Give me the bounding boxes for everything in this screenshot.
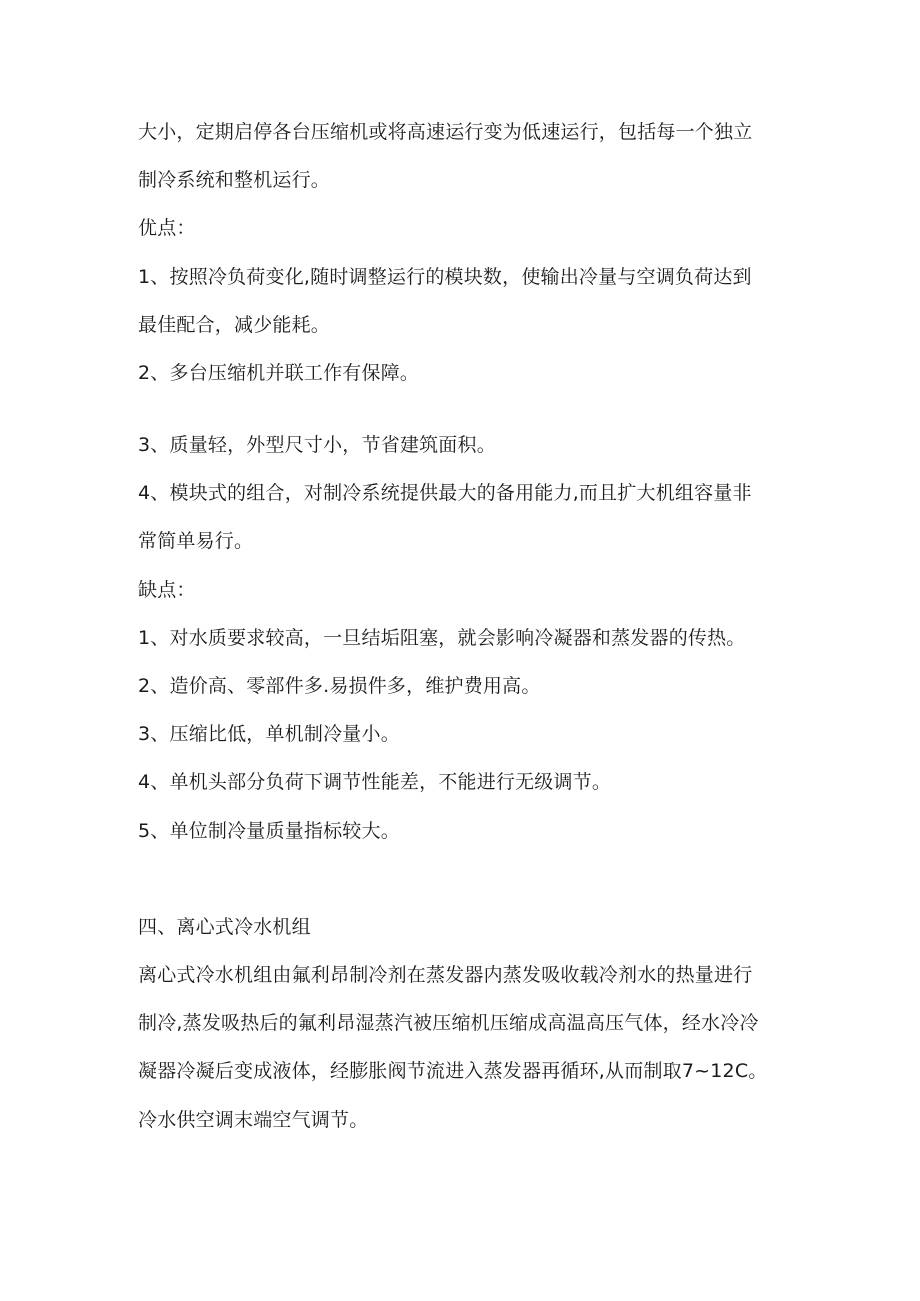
list-item: 3、压缩比低，单机制冷量小。 xyxy=(138,723,400,745)
text-line: 冷水供空调末端空气调节。 xyxy=(138,1109,369,1131)
text-line: 离心式冷水机组由氟利昂制冷剂在蒸发器内蒸发吸收载冷剂水的热量进行 xyxy=(138,964,753,986)
list-item: 1、对水质要求较高，一旦结垢阻塞，就会影响冷凝器和蒸发器的传热。 xyxy=(138,627,746,649)
list-item: 4、单机头部分负荷下调节性能差，不能进行无级调节。 xyxy=(138,771,612,793)
list-item: 3、质量轻，外型尺寸小，节省建筑面积。 xyxy=(138,434,496,456)
section-heading: 四、离心式冷水机组 xyxy=(138,916,311,938)
text-line: 凝器冷凝后变成液体，经膨胀阀节流进入蒸发器再循环,从而制取7~12C。 xyxy=(138,1060,768,1082)
section-label-advantages: 优点： xyxy=(138,217,196,239)
text-line: 制冷系统和整机运行。 xyxy=(138,169,331,191)
text-line: 大小，定期启停各台压缩机或将高速运行变为低速运行，包括每一个独立 xyxy=(138,121,753,143)
list-item: 5、单位制冷量质量指标较大。 xyxy=(138,820,400,842)
list-item: 1、按照冷负荷变化,随时调整运行的模块数，使输出冷量与空调负荷达到 xyxy=(138,266,752,288)
list-item: 4、模块式的组合，对制冷系统提供最大的备用能力,而且扩大机组容量非 xyxy=(138,482,752,504)
text-line: 常简单易行。 xyxy=(138,530,254,552)
text-line: 制冷,蒸发吸热后的氟利昂湿蒸汽被压缩机压缩成高温高压气体，经水冷冷 xyxy=(138,1012,759,1034)
text-line: 最佳配合，减少能耗。 xyxy=(138,314,331,336)
section-label-disadvantages: 缺点： xyxy=(138,579,196,601)
list-item: 2、多台压缩机并联工作有保障。 xyxy=(138,362,420,384)
list-item: 2、造价高、零部件多.易损件多，维护费用高。 xyxy=(138,675,541,697)
